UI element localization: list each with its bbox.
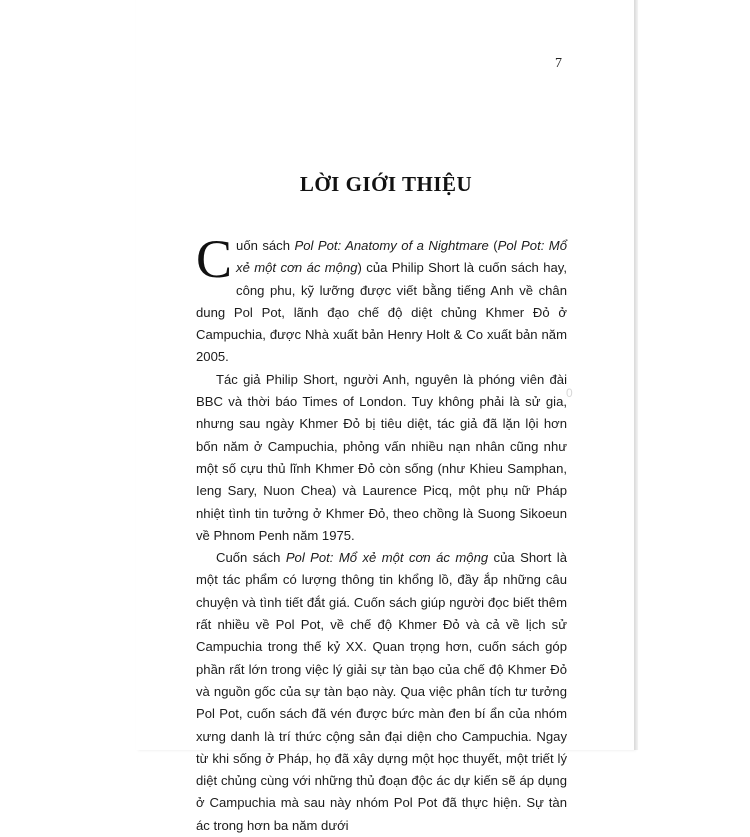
chapter-title: LỜI GIỚI THIỆU (299, 172, 473, 196)
book-title-vietnamese: Pol Pot: Mổ xẻ một cơn ác mộng (236, 238, 567, 276)
text-run: ( (488, 238, 498, 253)
text-run: uốn sách (236, 238, 295, 253)
page-edge-shadow (634, 0, 638, 750)
faint-mark: 0 (566, 386, 573, 400)
body-text (196, 229, 567, 837)
paragraph-3 (196, 547, 567, 837)
paragraph-1 (196, 229, 567, 369)
book-title-english: Pol Pot: Anatomy of a Nightmare (294, 238, 489, 253)
text-run: của Short là một tác phẩm có lượng thông tin khổng lồ, đầy ắp những câu chuyện và tình tiết đắt giá. Cuốn sách giúp người đọc biết thêm rất nhiều về Pol Pot, về chế độ Khmer Đỏ và cả về lịch sử Campuchia trong thế kỷ XX. Quan trọng hơn, cuốn sách góp phần rất lớn trong việc lý giải sự tàn bạo của chế độ Khmer Đỏ và nguồn gốc của sự tàn bạo này. Qua việc phân tích tư tưởng Pol Pot, cuốn sách đã vén được bức màn đen bí ẩn của nhóm xưng danh là trí thức cộng sản đại diện cho Campuchia. Ngay từ khi sống ở Pháp, họ đã xây dựng một học thuyết, một triết lý diệt chủng cùng với những thủ đoạn độc ác dự kiến sẽ áp dụng ở Campuchia mà sau này nhóm Pol Pot đã thực hiện. Sự tàn ác trong hơn ba năm dưới (196, 550, 567, 833)
text-run: ) của Philip Short là cuốn sách hay, công phu, kỹ lưỡng được viết bằng tiếng Anh về chân dung Pol Pot, lãnh đạo chế độ diệt chủng Khmer Đỏ ở Campuchia, được Nhà xuất bản Henry Holt & Co xuất bản năm 2005. (196, 260, 567, 365)
paragraph-2 (196, 369, 567, 547)
text-run: Cuốn sách (216, 550, 286, 566)
page-number: 7 (555, 56, 562, 71)
text-run: Tác giả Philip Short, người Anh, nguyên là phóng viên đài BBC và thời báo Times of London. Tuy không phải là sử gia, nhưng sau ngày Khmer Đỏ bị tiêu diệt, tác giả đã lặn lội hơn bốn năm ở Campuchia, phỏng vấn nhiều nạn nhân cũng như một số cựu thủ lĩnh Khmer Đỏ còn sống (như Khieu Samphan, Ieng Sary, Nuon Chea) và Laurence Picq, một phụ nữ Pháp nhiệt tình tin tưởng ở Khmer Đỏ, theo chồng là Suong Sikoeun về Phnom Penh năm 1975. (196, 371, 567, 543)
book-title-vietnamese: Pol Pot: Mổ xẻ một cơn ác mộng (285, 550, 489, 566)
drop-cap: C (196, 229, 233, 289)
